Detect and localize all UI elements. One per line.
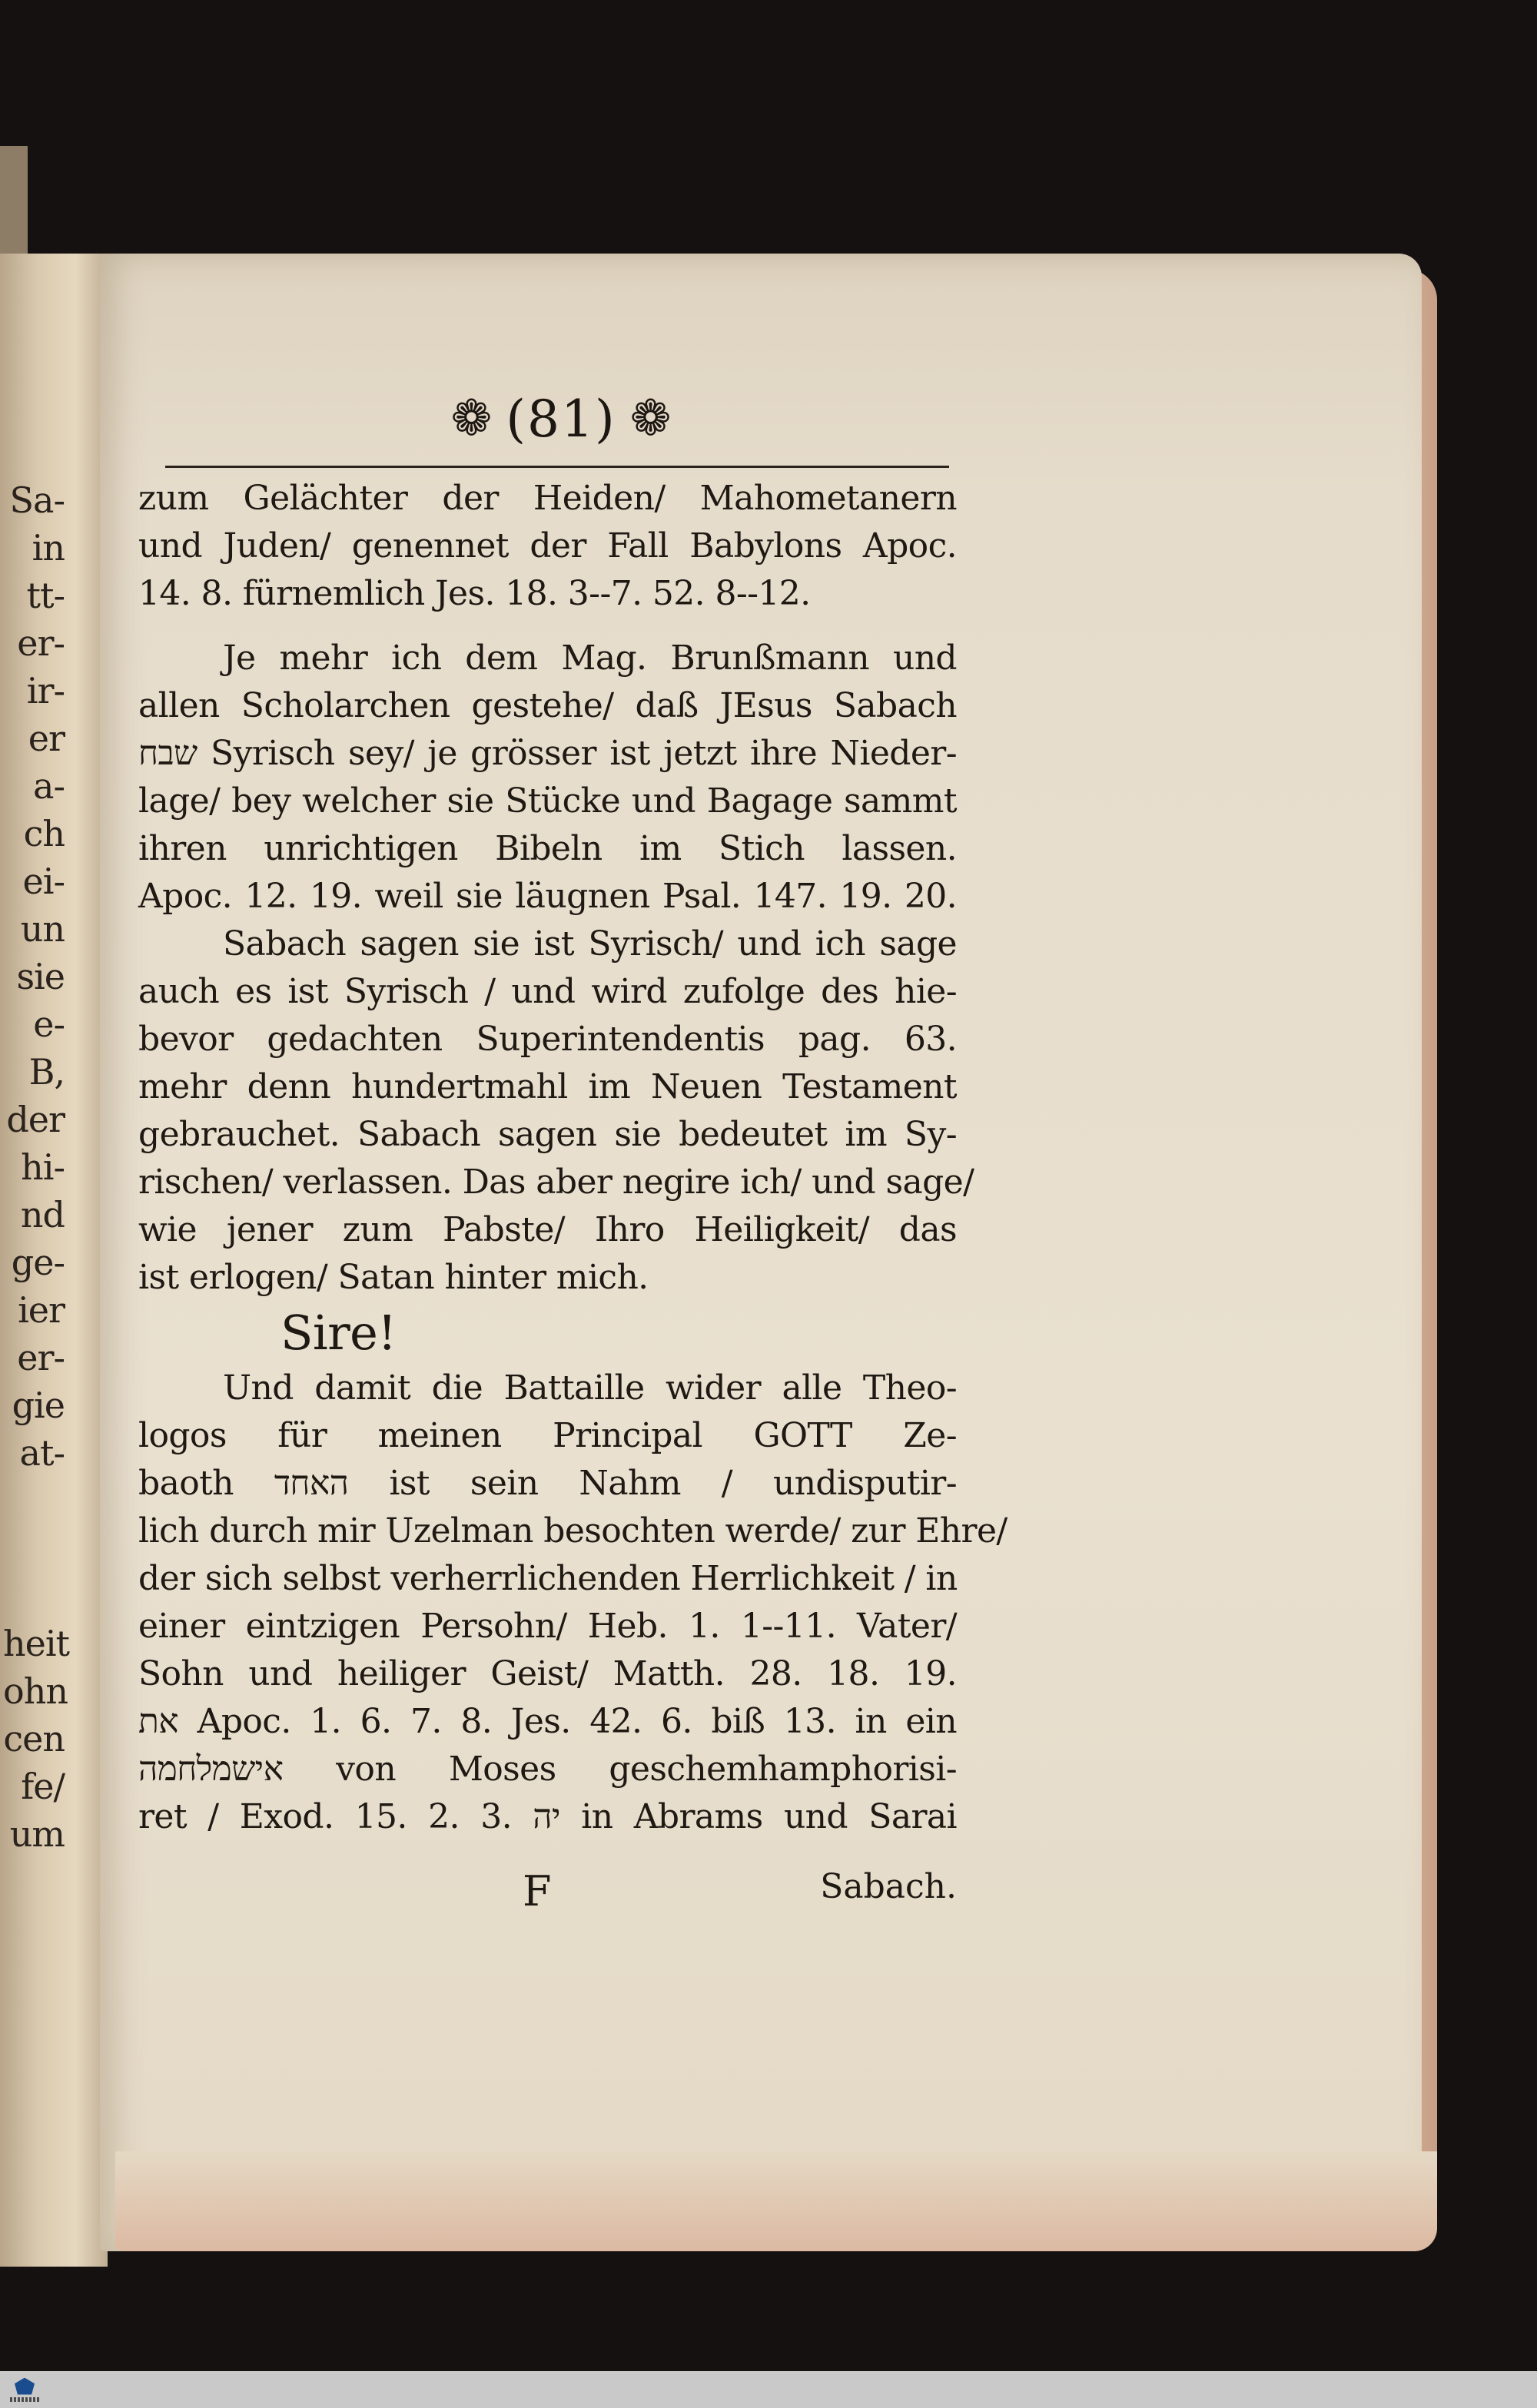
margin-fragment: ier: [18, 1289, 65, 1331]
margin-fragment: Sa-: [9, 479, 65, 521]
text-line: Apoc. 12. 19. weil sie läugnen Psal. 147. 19. 20.: [138, 877, 957, 916]
paragraph-gap: [138, 618, 957, 635]
text-line: שבח Syrisch sey/ je grösser ist jetzt ihre Nieder-: [138, 734, 957, 773]
margin-fragment: ch: [23, 813, 65, 854]
section-heading: Sire!: [281, 1305, 397, 1361]
text-line: mehr denn hundertmahl im Neuen Testament: [138, 1067, 957, 1106]
margin-fragment: ge-: [11, 1242, 65, 1283]
margin-fragment: cen: [3, 1718, 65, 1760]
margin-fragment: ei-: [22, 861, 65, 902]
margin-fragment: tt-: [26, 575, 65, 616]
text-line: wie jener zum Pabste/ Ihro Heiligkeit/ das: [138, 1210, 957, 1249]
margin-fragment: fe/: [21, 1766, 65, 1807]
margin-fragment: hi-: [21, 1146, 65, 1188]
page-number: (81): [506, 389, 616, 449]
margin-fragment: ohn: [3, 1670, 68, 1712]
margin-fragment: [3, 1572, 65, 1620]
margin-fragment: e-: [33, 1003, 65, 1045]
margin-fragment: un: [20, 908, 65, 950]
text-line: zum Gelächter der Heiden/ Mahometanern: [138, 479, 957, 518]
body-text: [138, 475, 1008, 1841]
viewer-bottom-bar: [0, 2371, 1537, 2408]
text-line: gebrauchet. Sabach sagen sie bedeutet im Sy-: [138, 1115, 957, 1154]
margin-fragment: [3, 1524, 65, 1572]
text-line: אישמלחמה von Moses geschemhamphorisi-: [138, 1750, 957, 1789]
text-line: lich durch mir Uzelman besochten werde/ zur Ehre/: [138, 1511, 1008, 1551]
text-line: Sabach sagen sie ist Syrisch/ und ich sage: [223, 924, 957, 964]
page-header: [415, 384, 707, 453]
left-page-margin-fragments: [3, 476, 70, 1858]
signature-mark: F: [523, 1867, 552, 1915]
text-line: logos für meinen Principal GOTT Ze-: [138, 1416, 957, 1455]
margin-fragment: heit: [3, 1623, 70, 1664]
margin-fragment: er-: [17, 622, 65, 664]
text-line: lage/ bey welcher sie Stücke und Bagage sammt: [138, 781, 957, 821]
margin-fragment: er-: [17, 1337, 65, 1378]
page-footer: [138, 1867, 957, 1921]
margin-fragment: ir-: [26, 670, 65, 711]
margin-fragment: er: [28, 718, 65, 759]
flower-ornament-icon: ❁: [450, 390, 493, 447]
text-line: rischen/ verlassen. Das aber negire ich/ und sage/: [138, 1163, 974, 1202]
text-line: Je mehr ich dem Mag. Brunßmann und: [223, 638, 957, 678]
header-rule: [165, 466, 949, 468]
text-line: Sohn und heiliger Geist/ Matth. 28. 18. 19.: [138, 1654, 957, 1693]
margin-fragment: a-: [33, 765, 65, 807]
margin-fragment: at-: [19, 1432, 65, 1474]
text-line: und Juden/ genennet der Fall Babylons Apoc.: [138, 526, 957, 566]
margin-fragment: um: [9, 1813, 65, 1855]
margin-fragment: sie: [16, 956, 65, 997]
catchword: Sabach.: [820, 1867, 957, 1906]
flower-ornament-icon: ❁: [629, 390, 672, 447]
margin-fragment: gie: [12, 1385, 65, 1426]
text-line: את Apoc. 1. 6. 7. 8. Jes. 42. 6. biß 13. in ein: [138, 1702, 957, 1741]
text-line: 14. 8. fürnemlich Jes. 18. 3--7. 52. 8--12.: [138, 574, 811, 613]
margin-fragment: in: [32, 527, 65, 569]
margin-fragment: [3, 1477, 65, 1524]
text-line: einer eintzigen Persohn/ Heb. 1. 1--11. Vater/: [138, 1607, 957, 1646]
text-line: allen Scholarchen gestehe/ daß JEsus Sabach: [138, 686, 957, 725]
margin-fragment: nd: [20, 1194, 65, 1236]
text-line: bevor gedachten Superintendentis pag. 63.: [138, 1020, 957, 1059]
margin-fragment: B,: [28, 1051, 65, 1093]
text-line: ihren unrichtigen Bibeln im Stich lassen.: [138, 829, 957, 868]
text-line: ret / Exod. 15. 2. 3. יה in Abrams und Sarai: [138, 1797, 958, 1836]
library-logo-icon: [8, 2373, 41, 2406]
text-line: ist erlogen/ Satan hinter mich.: [138, 1258, 649, 1297]
margin-fragment: der: [6, 1099, 65, 1140]
text-line: auch es ist Syrisch / und wird zufolge des hie-: [138, 972, 957, 1011]
text-line: Und damit die Battaille wider alle Theo-: [223, 1368, 957, 1408]
text-line: baoth האחד ist sein Nahm / undisputir-: [138, 1464, 958, 1503]
left-page-top-edge: [0, 146, 28, 269]
text-line: der sich selbst verherrlichenden Herrlichkeit / in: [138, 1559, 958, 1598]
page-bottom-edge: [115, 2151, 1437, 2251]
